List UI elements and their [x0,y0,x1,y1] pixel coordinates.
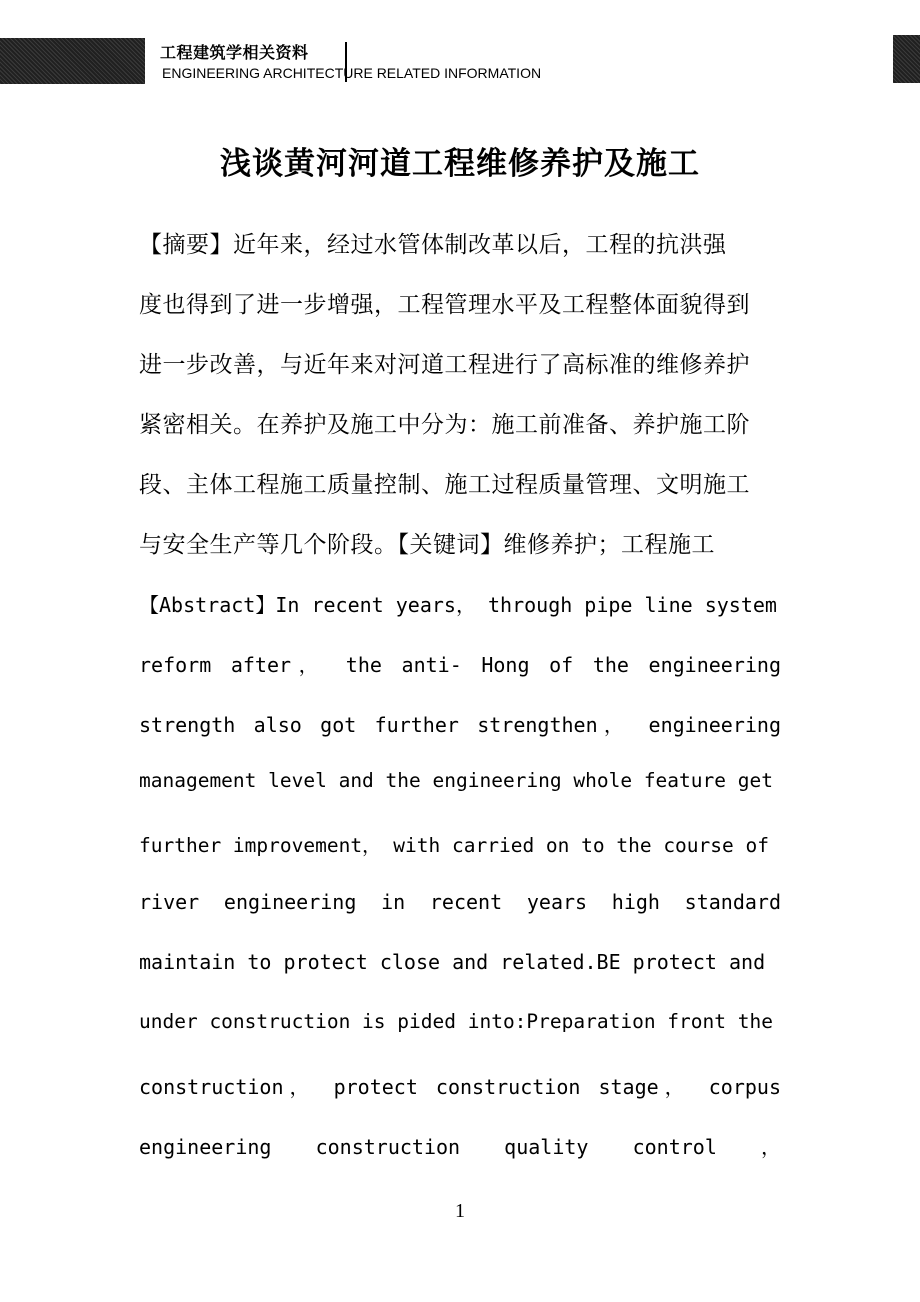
abstract-en-line: construction， protect construction stage， corpus [139,1075,781,1099]
header-title-en: ENGINEERING ARCHITECTURE RELATED INFORMATION [162,65,542,81]
abstract-en-line: reform after， the anti- Hong of the engineering [139,653,781,677]
header-title-cn: 工程建筑学相关资料 [160,43,309,62]
abstract-cn-line: 与安全生产等几个阶段。【关键词】维修养护；工程施工 [139,532,715,558]
abstract-cn-line: 段、主体工程施工质量控制、施工过程质量管理、文明施工 [139,472,750,498]
abstract-en-line: river engineering in recent years high standard [139,890,781,914]
header-decor-bar-left [0,38,145,84]
abstract-cn-line: 【摘要】近年来，经过水管体制改革以后，工程的抗洪强 [139,232,727,258]
abstract-en-line: engineering construction quality control ， [139,1135,781,1159]
abstract-cn-line: 进一步改善，与近年来对河道工程进行了高标准的维修养护 [139,352,750,378]
abstract-en-line: 【Abstract】In recent years， through pipe line system [139,593,777,617]
abstract-cn-line: 度也得到了进一步增强，工程管理水平及工程整体面貌得到 [139,292,750,318]
header-decor-bar-right [893,35,920,83]
abstract-en-line: strength also got further strengthen， engineering [139,713,781,737]
abstract-cn-line: 紧密相关。在养护及施工中分为：施工前准备、养护施工阶 [139,412,750,438]
document-title: 浅谈黄河河道工程维修养护及施工 [220,146,700,182]
abstract-en-line: under construction is pided into:Preparation front the [139,1010,773,1033]
abstract-en-line: maintain to protect close and related.BE protect and [139,950,766,974]
abstract-en-line: further improvement， with carried on to the course of [139,834,769,857]
abstract-en-line: management level and the engineering whole feature get [139,769,773,792]
page-number: 1 [455,1200,465,1222]
